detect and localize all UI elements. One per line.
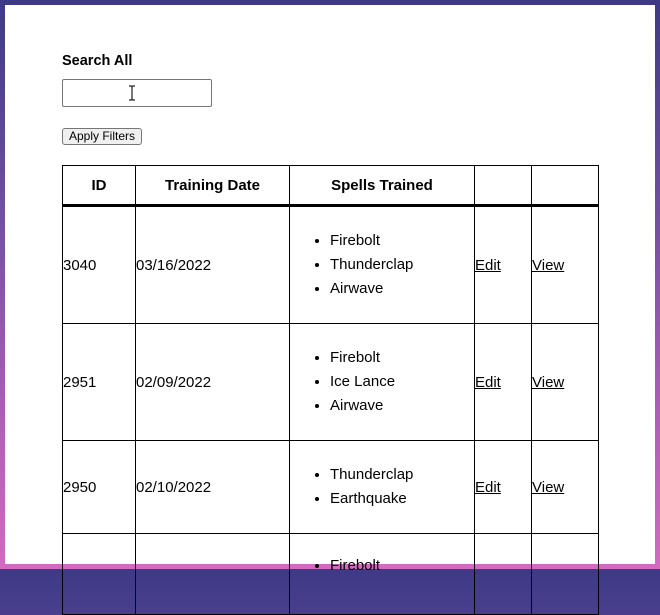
edit-link[interactable]: Edit (475, 256, 501, 274)
view-link[interactable]: View (532, 478, 565, 496)
spell-list (290, 463, 474, 511)
cell-training-date (136, 534, 290, 615)
cell-view (532, 441, 599, 534)
apply-filters-button[interactable]: Apply Filters (62, 128, 142, 145)
spell-item: • Ice Lance (330, 370, 474, 394)
cell-spells (290, 534, 475, 615)
cell-spells (290, 324, 475, 441)
column-header-spells-trained: Spells Trained (290, 166, 475, 206)
cell-spells (290, 441, 475, 534)
cell-view (532, 534, 599, 615)
cell-training-date: 02/09/2022 (136, 324, 290, 441)
cell-edit (475, 441, 532, 534)
column-header-edit (475, 166, 532, 206)
view-link[interactable]: View (532, 373, 565, 391)
cell-id: 2951 (63, 324, 136, 441)
training-table (62, 165, 599, 615)
column-header-training-date: Training Date (136, 166, 290, 206)
search-label: Search All (62, 53, 133, 69)
cell-edit (475, 206, 532, 324)
page-content (5, 5, 655, 574)
spell-item: • Firebolt (330, 229, 474, 253)
spell-item: • Airwave (330, 277, 474, 301)
cell-id: 3040 (63, 206, 136, 324)
cell-training-date: 02/10/2022 (136, 441, 290, 534)
column-header-view (532, 166, 599, 206)
spell-item: • Thunderclap (330, 463, 474, 487)
spell-list (290, 346, 474, 418)
cell-edit (475, 324, 532, 441)
spell-item: • Thunderclap (330, 253, 474, 277)
view-link[interactable]: View (532, 256, 565, 274)
table-row (63, 324, 599, 441)
cell-view (532, 206, 599, 324)
spell-list (290, 229, 474, 301)
spell-item: • Firebolt (330, 346, 474, 370)
edit-link[interactable]: Edit (475, 478, 501, 496)
cell-edit (475, 534, 532, 615)
search-input[interactable] (62, 79, 212, 107)
spell-list (290, 554, 474, 578)
table-row (63, 206, 599, 324)
spell-item: • Airwave (330, 394, 474, 418)
table-row (63, 534, 599, 615)
column-header-id: ID (63, 166, 136, 206)
cell-id: 2950 (63, 441, 136, 534)
cell-training-date: 03/16/2022 (136, 206, 290, 324)
edit-link[interactable]: Edit (475, 373, 501, 391)
spell-item: • Firebolt (330, 554, 474, 578)
table-row (63, 441, 599, 534)
cell-view (532, 324, 599, 441)
cell-spells (290, 206, 475, 324)
cell-id (63, 534, 136, 615)
spell-item: • Earthquake (330, 487, 474, 511)
table-header-row (63, 166, 599, 206)
